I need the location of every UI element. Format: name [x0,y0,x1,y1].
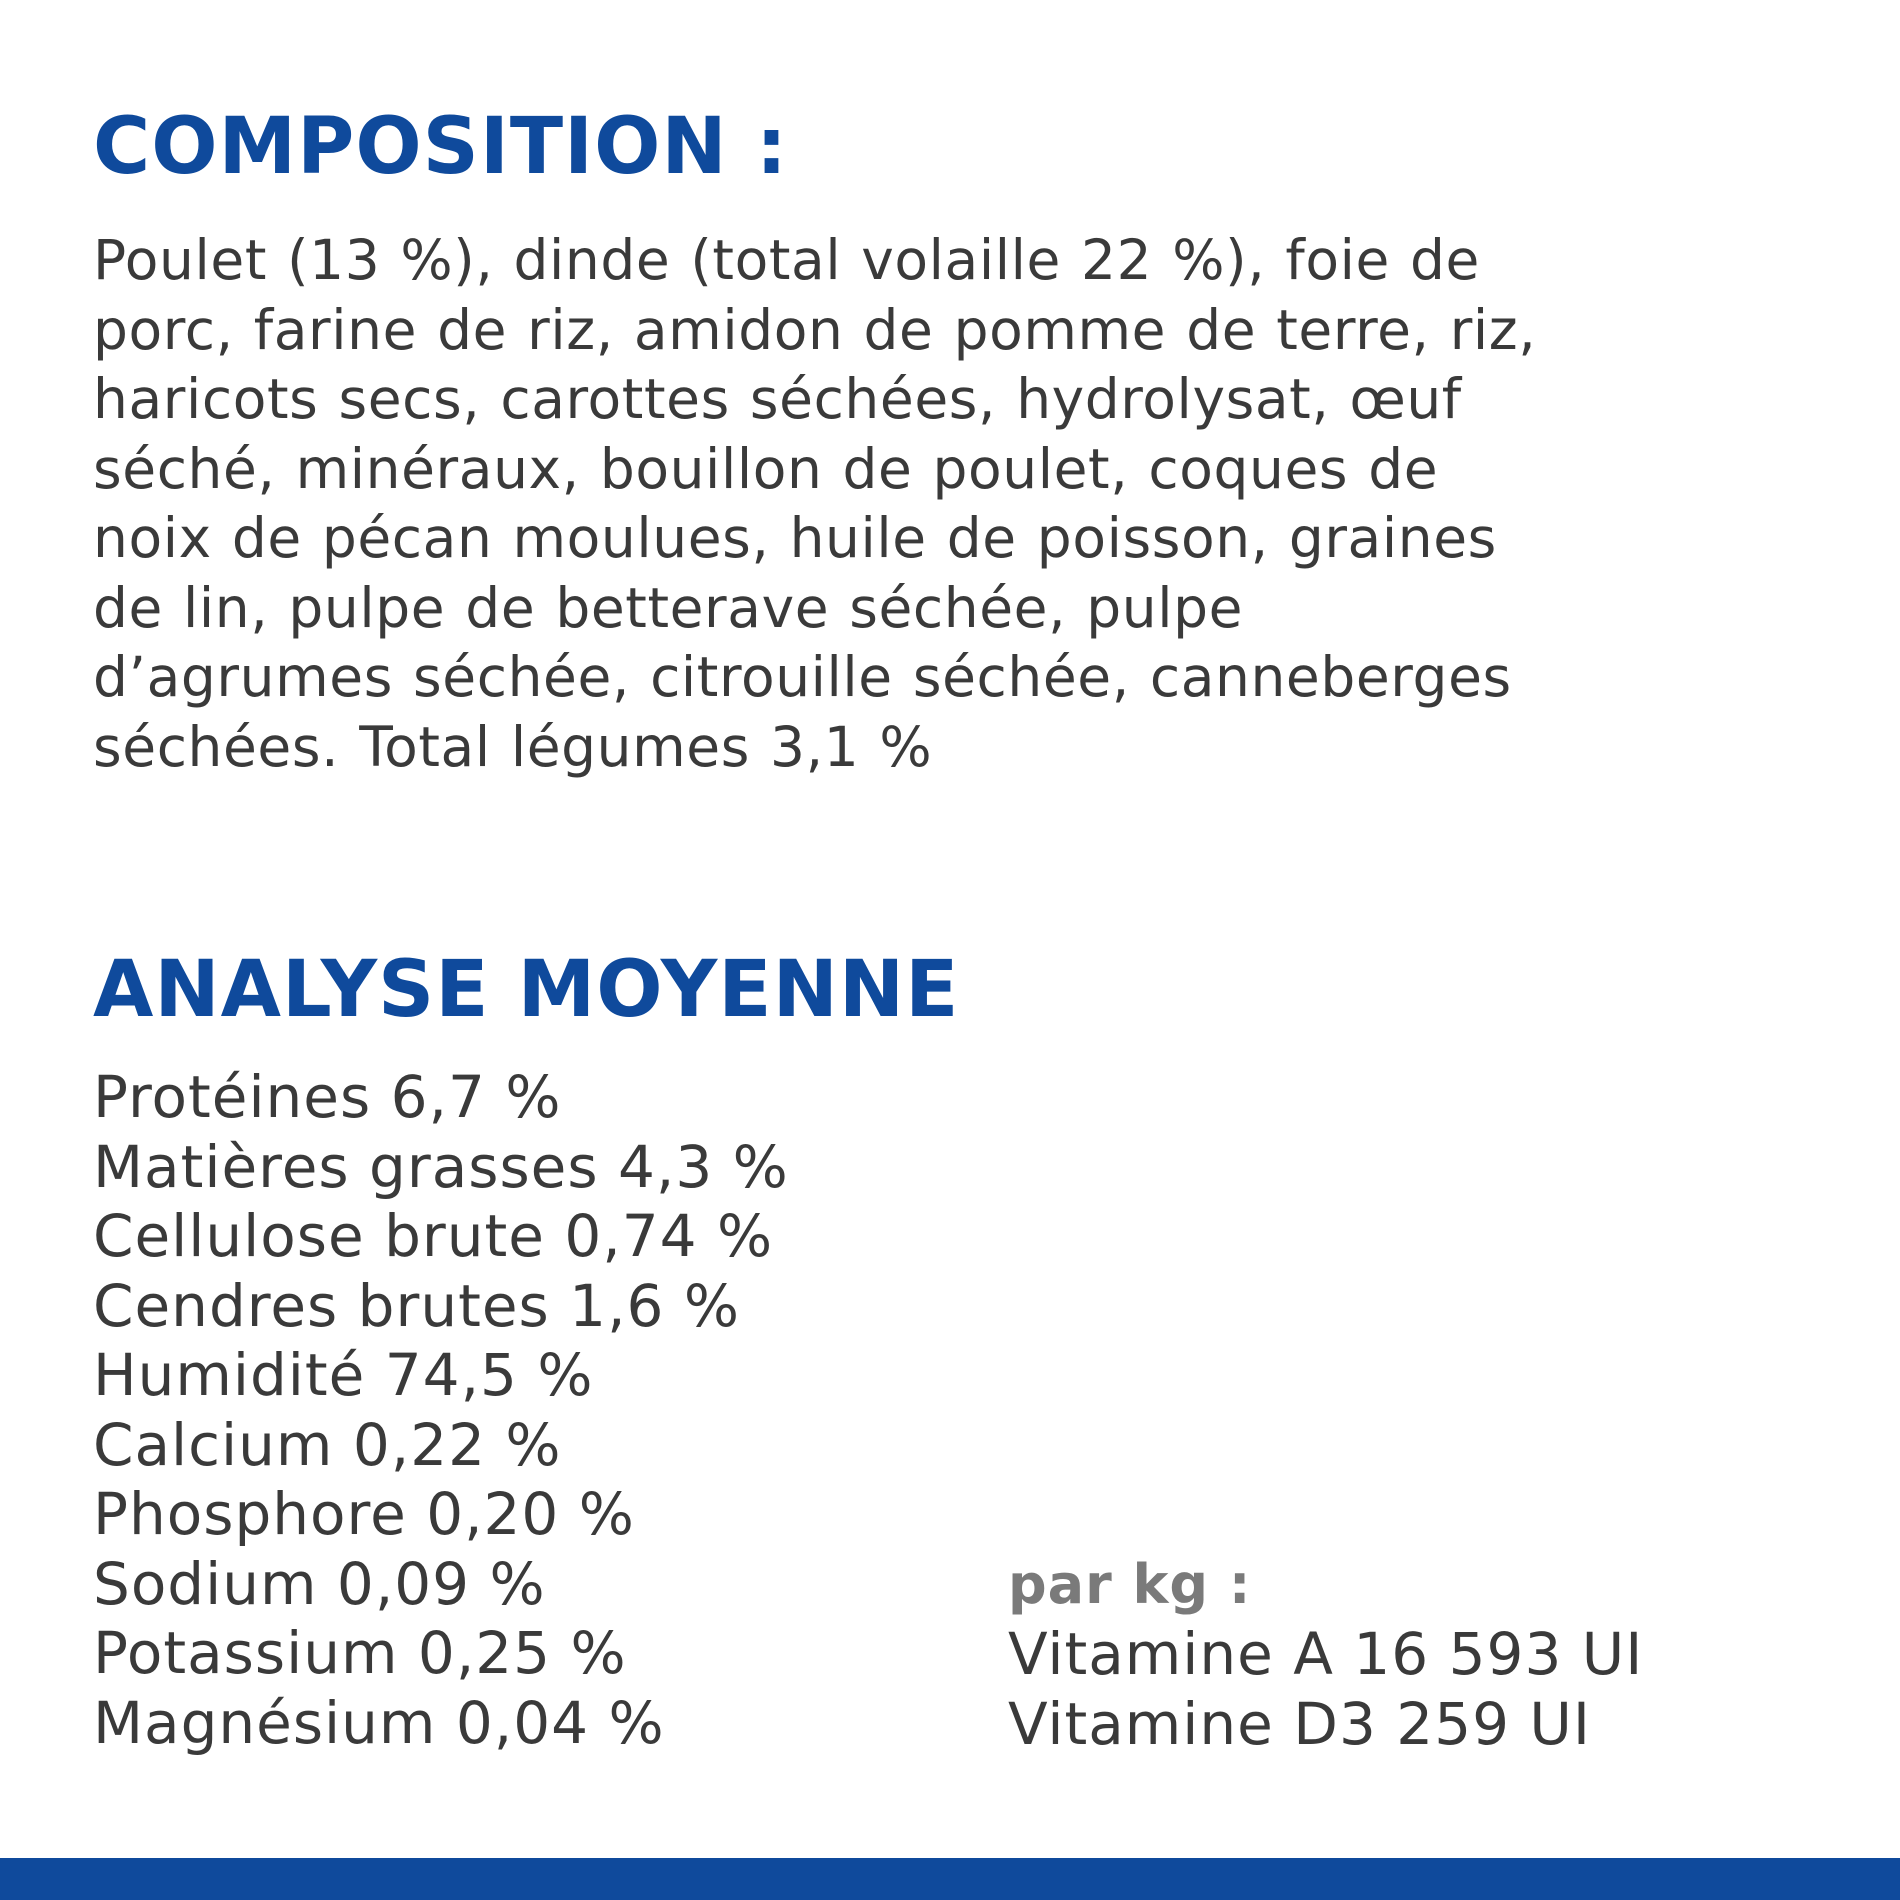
composition-line: haricots secs, carottes séchées, hydrolysat, œuf [93,367,1462,431]
analysis-item-potassium: Potassium 0,25 % [93,1619,627,1687]
vitamin-d3: Vitamine D3 259 UI [1008,1689,1591,1758]
analysis-item-phosphore: Phosphore 0,20 % [93,1480,635,1548]
bottom-color-bar [0,1858,1900,1900]
analysis-heading: ANALYSE MOYENNE [93,945,960,1035]
analysis-item-humidite: Humidité 74,5 % [93,1341,594,1409]
composition-line: séché, minéraux, bouillon de poulet, coques de [93,436,1439,501]
composition-heading: COMPOSITION : [93,102,789,192]
composition-line: noix de pécan moulues, huile de poisson, graines [93,506,1497,570]
composition-line: de lin, pulpe de betterave séchée, pulpe [93,575,1244,640]
analysis-item-calcium: Calcium 0,22 % [93,1410,562,1479]
analysis-item-sodium: Sodium 0,09 % [93,1549,546,1618]
composition-text [93,226,1793,782]
analysis-item-magnesium: Magnésium 0,04 % [93,1688,665,1757]
composition-line: d’agrumes séchée, citrouille séchée, canneberges [93,645,1512,709]
vitamin-a: Vitamine A 16 593 UI [1008,1620,1644,1688]
analysis-list [93,1063,789,1758]
analysis-item-cellulose-brute: Cellulose brute 0,74 % [93,1202,774,1270]
composition-line: porc, farine de riz, amidon de pomme de terre, riz, [93,297,1537,362]
composition-line: séchées. Total légumes 3,1 % [93,714,933,779]
analysis-item-cendres-brutes: Cendres brutes 1,6 % [93,1271,740,1340]
composition-line: Poulet (13 %), dinde (total volaille 22 %), foie de [93,228,1480,292]
vitamins-block [1008,1550,1643,1759]
analysis-item-matieres-grasses: Matières grasses 4,3 % [93,1132,789,1201]
analysis-item-proteines: Protéines 6,7 % [93,1063,562,1131]
per-kg-label: par kg : [1008,1553,1252,1616]
